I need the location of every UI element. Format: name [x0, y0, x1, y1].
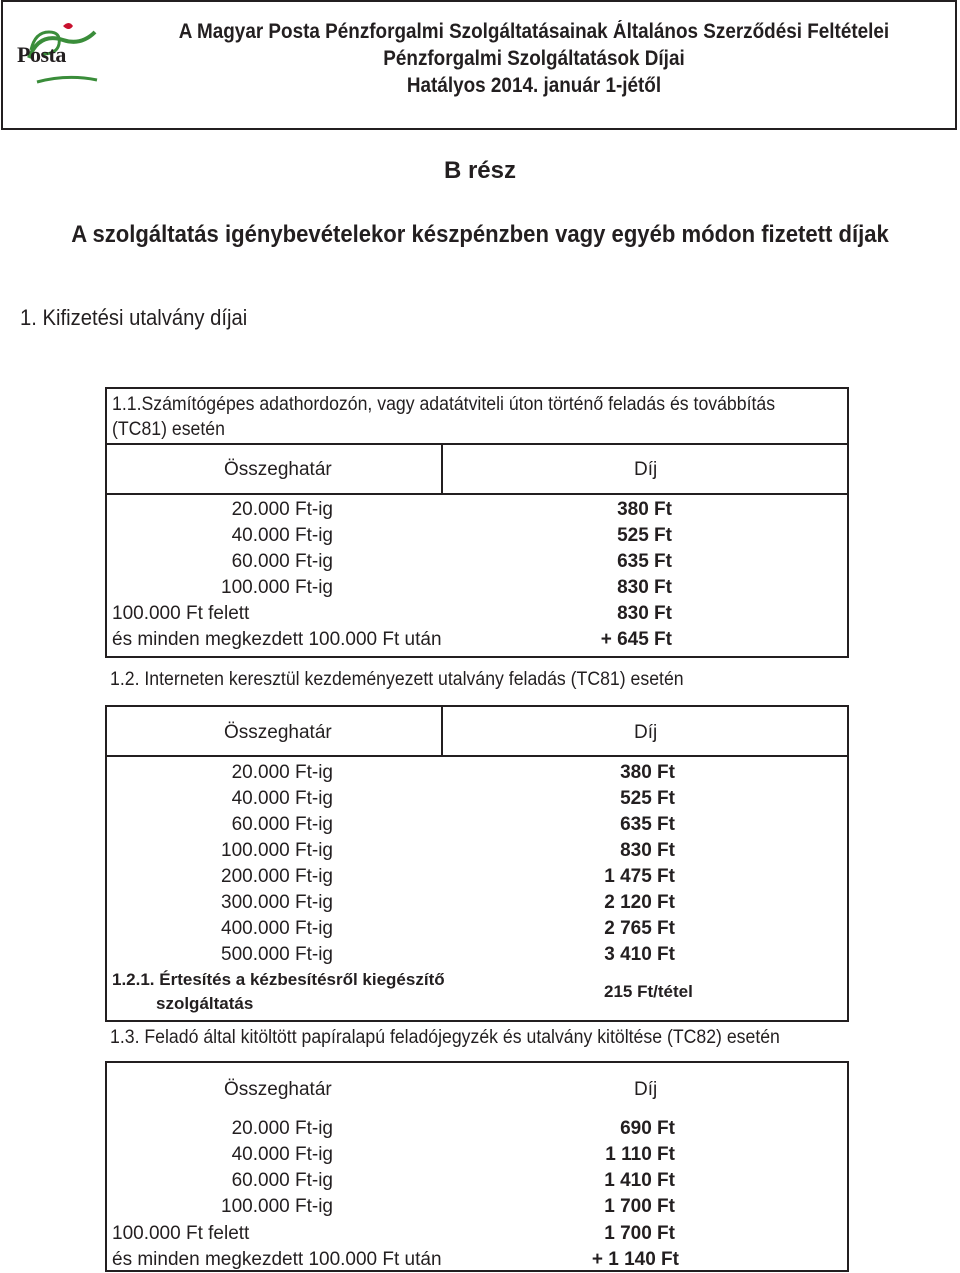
- limit-cell: 400.000 Ft-ig: [221, 918, 333, 939]
- table-header-row: [107, 443, 847, 495]
- limit-cell: 40.000 Ft-ig: [231, 525, 333, 546]
- fee-table-1-1: [105, 387, 849, 658]
- table-title-line1: 1.1.Számítógépes adathordozón, vagy adatátviteli úton történő feladás és továbbítás: [112, 394, 776, 415]
- limit-cell: 60.000 Ft-ig: [231, 551, 333, 572]
- fee-cell: 690 Ft: [620, 1118, 675, 1139]
- table-2-title: 1.2. Interneten keresztül kezdeményezett utalvány feladás (TC81) esetén: [110, 669, 684, 690]
- limit-cell: 40.000 Ft-ig: [231, 1144, 333, 1165]
- over-limit-line1: 100.000 Ft felett: [112, 603, 250, 624]
- table-title-line2: (TC81) esetén: [112, 419, 225, 440]
- limit-cell: 500.000 Ft-ig: [221, 944, 333, 965]
- fee-cell: 1 110 Ft: [605, 1144, 675, 1165]
- column-divider: [441, 707, 443, 757]
- column-header-fee: Díj: [634, 722, 658, 743]
- limit-cell: 60.000 Ft-ig: [231, 814, 333, 835]
- over-fee-base: 1 700 Ft: [604, 1223, 675, 1244]
- fee-cell: 3 410 Ft: [604, 944, 675, 965]
- extra-service-line1: 1.2.1. Értesítés a kézbesítésről kiegészítő: [112, 970, 445, 989]
- table-3-title: 1.3. Feladó által kitöltött papíralapú feladójegyzék és utalvány kitöltése (TC82) esetén: [110, 1027, 780, 1048]
- limit-cell: 60.000 Ft-ig: [231, 1170, 333, 1191]
- extra-service-line2: szolgáltatás: [156, 994, 254, 1013]
- limit-cell: 40.000 Ft-ig: [231, 788, 333, 809]
- column-divider: [441, 443, 443, 495]
- header-title-line3: Hatályos 2014. január 1-jétől: [406, 74, 662, 97]
- limit-cell: 20.000 Ft-ig: [231, 762, 333, 783]
- limit-cell: 200.000 Ft-ig: [221, 866, 333, 887]
- over-limit-line1: 100.000 Ft felett: [112, 1223, 250, 1244]
- document-header: [1, 0, 957, 130]
- fee-cell: 635 Ft: [617, 551, 672, 572]
- over-fee-extra: + 1 140 Ft: [591, 1249, 679, 1270]
- part-heading: B rész: [443, 157, 517, 184]
- limit-cell: 20.000 Ft-ig: [231, 1118, 333, 1139]
- column-header-fee: Díj: [634, 1079, 658, 1100]
- over-fee-base: 830 Ft: [617, 603, 672, 624]
- fee-table-1-2: [105, 705, 849, 1022]
- limit-cell: 300.000 Ft-ig: [221, 892, 333, 913]
- fee-cell: 1 700 Ft: [604, 1196, 675, 1217]
- over-limit-line2: és minden megkezdett 100.000 Ft után: [112, 1249, 442, 1270]
- column-header-limit: Összeghatár: [224, 722, 332, 743]
- fee-cell: 1 475 Ft: [604, 866, 675, 887]
- fee-cell: 2 120 Ft: [604, 892, 675, 913]
- limit-cell: 100.000 Ft-ig: [221, 577, 333, 598]
- limit-cell: 20.000 Ft-ig: [231, 499, 333, 520]
- fee-cell: 525 Ft: [617, 525, 672, 546]
- fee-cell: 830 Ft: [620, 840, 675, 861]
- column-header-fee: Díj: [634, 459, 658, 480]
- fee-cell: 1 410 Ft: [604, 1170, 675, 1191]
- section-heading: 1. Kifizetési utalvány díjai: [20, 305, 248, 330]
- limit-cell: 100.000 Ft-ig: [221, 1196, 333, 1217]
- fee-cell: 525 Ft: [620, 788, 675, 809]
- fee-cell: 380 Ft: [620, 762, 675, 783]
- header-title-line2: Pénzforgalmi Szolgáltatások Díjai: [383, 47, 685, 70]
- fee-cell: 635 Ft: [620, 814, 675, 835]
- over-limit-line2: és minden megkezdett 100.000 Ft után: [112, 629, 442, 650]
- column-header-limit: Összeghatár: [224, 459, 332, 480]
- subtitle-heading: A szolgáltatás igénybevételekor készpénzben vagy egyéb módon fizetett díjak: [71, 221, 889, 248]
- limit-cell: 100.000 Ft-ig: [221, 840, 333, 861]
- header-title-line1: A Magyar Posta Pénzforgalmi Szolgáltatásainak Általános Szerződési Feltételei: [178, 20, 890, 43]
- column-header-limit: Összeghatár: [224, 1079, 332, 1100]
- fee-cell: 2 765 Ft: [604, 918, 675, 939]
- fee-table-1-3: [105, 1061, 849, 1272]
- header-titles: [155, 18, 913, 99]
- fee-cell: 830 Ft: [617, 577, 672, 598]
- table-header-row: [107, 705, 847, 757]
- extra-service-fee: 215 Ft/tétel: [604, 982, 693, 1001]
- fee-cell: 380 Ft: [617, 499, 672, 520]
- logo-text: Posta: [17, 42, 66, 67]
- over-fee-extra: + 645 Ft: [600, 629, 672, 650]
